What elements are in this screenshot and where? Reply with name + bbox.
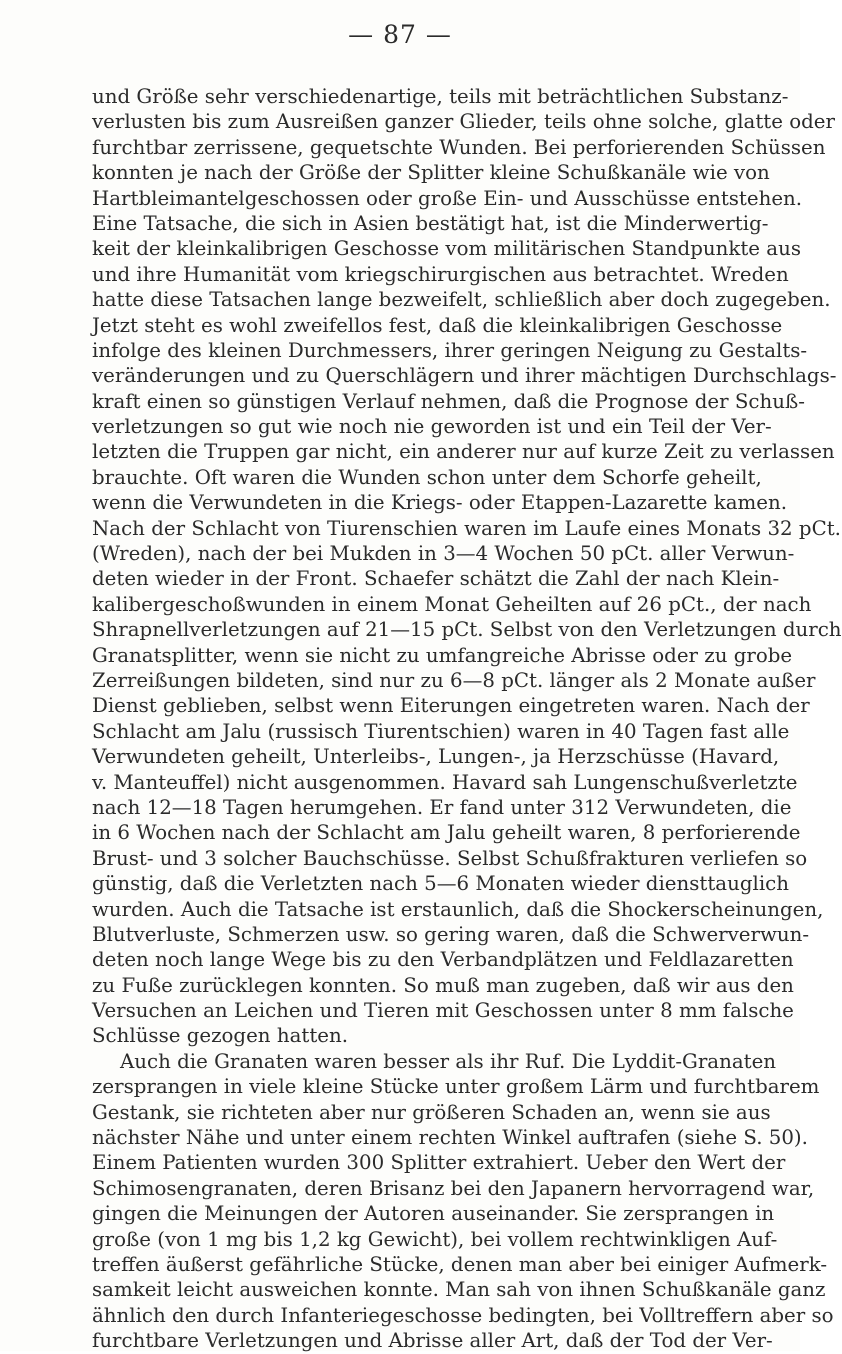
text-line: Schlüsse gezogen hatten. (92, 1024, 348, 1048)
text-line: Schlacht am Jalu (russisch Tiurentschien) waren in 40 Tagen fast alle (92, 719, 790, 743)
text-line: treffen äußerst gefährliche Stücke, denen man aber bei einiger Aufmerk- (92, 1252, 828, 1276)
text-line: (Wreden), nach der bei Mukden in 3—4 Wochen 50 pCt. aller Verwun- (92, 542, 795, 566)
text-line: ähnlich den durch Infanteriegeschosse bedingten, bei Volltreffern aber so (92, 1303, 834, 1327)
text-line: verletzungen so gut wie noch nie geworden ist und ein Teil der Ver- (92, 415, 772, 439)
text-line: Nach der Schlacht von Tiurenschien waren im Laufe eines Monats 32 pCt. (92, 516, 841, 540)
text-line: samkeit leicht ausweichen konnte. Man sah von ihnen Schußkanäle ganz (92, 1278, 826, 1302)
text-line: günstig, daß die Verletzten nach 5—6 Monaten wieder diensttauglich (92, 872, 789, 896)
text-line: furchtbare Verletzungen und Abrisse aller Art, daß der Tod der Ver- (92, 1329, 773, 1353)
text-line: gingen die Meinungen der Autoren auseinander. Sie zersprangen in (92, 1202, 775, 1226)
text-line: wurden. Auch die Tatsache ist erstaunlich, daß die Shockerscheinungen, (92, 897, 824, 921)
text-line: keit der kleinkalibrigen Geschosse vom militärischen Standpunkte aus (92, 237, 801, 261)
text-line: nächster Nähe und unter einem rechten Winkel auftrafen (siehe S. 50). (92, 1126, 808, 1150)
text-line: veränderungen und zu Querschlägern und ihrer mächtigen Durchschlags- (92, 364, 837, 388)
text-line: furchtbar zerrissene, gequetschte Wunden. Bei perforierenden Schüssen (92, 135, 826, 159)
text-line: kalibergeschoßwunden in einem Monat Geheilten auf 26 pCt., der nach (92, 592, 812, 616)
text-line: brauchte. Oft waren die Wunden schon unter dem Schorfe geheilt, (92, 465, 762, 489)
text-line: v. Manteuffel) nicht ausgenommen. Havard sah Lungenschußverletzte (92, 770, 798, 794)
text-line: hatte diese Tatsachen lange bezweifelt, schließlich aber doch zugegeben. (92, 288, 831, 312)
text-line: Dienst geblieben, selbst wenn Eiterungen eingetreten waren. Nach der (92, 694, 810, 718)
text-line: Blutverluste, Schmerzen usw. so gering waren, daß die Schwerverwun- (92, 922, 810, 946)
text-line: Zerreißungen bildeten, sind nur zu 6—8 pCt. länger als 2 Monate außer (92, 668, 816, 692)
text-line: zersprangen in viele kleine Stücke unter großem Lärm und furchtbarem (92, 1075, 820, 1099)
text-line: nach 12—18 Tagen herumgehen. Er fand unter 312 Verwundeten, die (92, 795, 792, 819)
text-line: verlusten bis zum Ausreißen ganzer Glieder, teils ohne solche, glatte oder (92, 110, 835, 134)
text-line: Auch die Granaten waren besser als ihr Ruf. Die Lyddit-Granaten (120, 1049, 777, 1073)
text-line: wenn die Verwundeten in die Kriegs- oder Etappen-Lazarette kamen. (92, 491, 788, 515)
text-line: Brust- und 3 solcher Bauchschüsse. Selbst Schußfrakturen verliefen so (92, 846, 808, 870)
text-line: konnten je nach der Größe der Splitter kleine Schußkanäle wie von (92, 161, 770, 185)
page-number: — 87 — (348, 20, 452, 49)
text-line: Versuchen an Leichen und Tieren mit Geschossen unter 8 mm falsche (92, 999, 794, 1023)
text-line: zu Fuße zurücklegen konnten. So muß man zugeben, daß wir aus den (92, 973, 794, 997)
text-line: Eine Tatsache, die sich in Asien bestätigt hat, ist die Minderwertig- (92, 211, 769, 235)
text-line: infolge des kleinen Durchmessers, ihrer geringen Neigung zu Gestalts- (92, 338, 808, 362)
text-line: Schimosengranaten, deren Brisanz bei den Japanern hervorragend war, (92, 1176, 815, 1200)
text-line: Hartbleimantelgeschossen oder große Ein- und Ausschüsse entstehen. (92, 186, 803, 210)
text-line: Gestank, sie richteten aber nur größeren Schaden an, wenn sie aus (92, 1100, 771, 1124)
text-line: deten wieder in der Front. Schaefer schätzt die Zahl der nach Klein- (92, 567, 780, 591)
text-line: Jetzt steht es wohl zweifellos fest, daß die kleinkalibrigen Geschosse (92, 313, 783, 337)
text-line: Einem Patienten wurden 300 Splitter extrahiert. Ueber den Wert der (92, 1151, 786, 1175)
text-line: Verwundeten geheilt, Unterleibs-, Lungen-, ja Herzschüsse (Havard, (92, 745, 780, 769)
body-text (92, 84, 842, 1354)
text-line: Shrapnellverletzungen auf 21—15 pCt. Selbst von den Verletzungen durch (92, 618, 842, 642)
text-line: große (von 1 mg bis 1,2 kg Gewicht), bei vollem rechtwinkligen Auf- (92, 1227, 778, 1251)
text-line: deten noch lange Wege bis zu den Verbandplätzen und Feldlazaretten (92, 948, 794, 972)
text-line: letzten die Truppen gar nicht, ein anderer nur auf kurze Zeit zu verlassen (92, 440, 835, 464)
text-line: Granatsplitter, wenn sie nicht zu umfangreiche Abrisse oder zu grobe (92, 643, 793, 667)
text-line: kraft einen so günstigen Verlauf nehmen, daß die Prognose der Schuß- (92, 389, 805, 413)
text-line: und ihre Humanität vom kriegschirurgischen aus betrachtet. Wreden (92, 262, 789, 286)
text-line: in 6 Wochen nach der Schlacht am Jalu geheilt waren, 8 perforierende (92, 821, 801, 845)
text-line: und Größe sehr verschiedenartige, teils mit beträchtlichen Substanz- (92, 85, 789, 108)
